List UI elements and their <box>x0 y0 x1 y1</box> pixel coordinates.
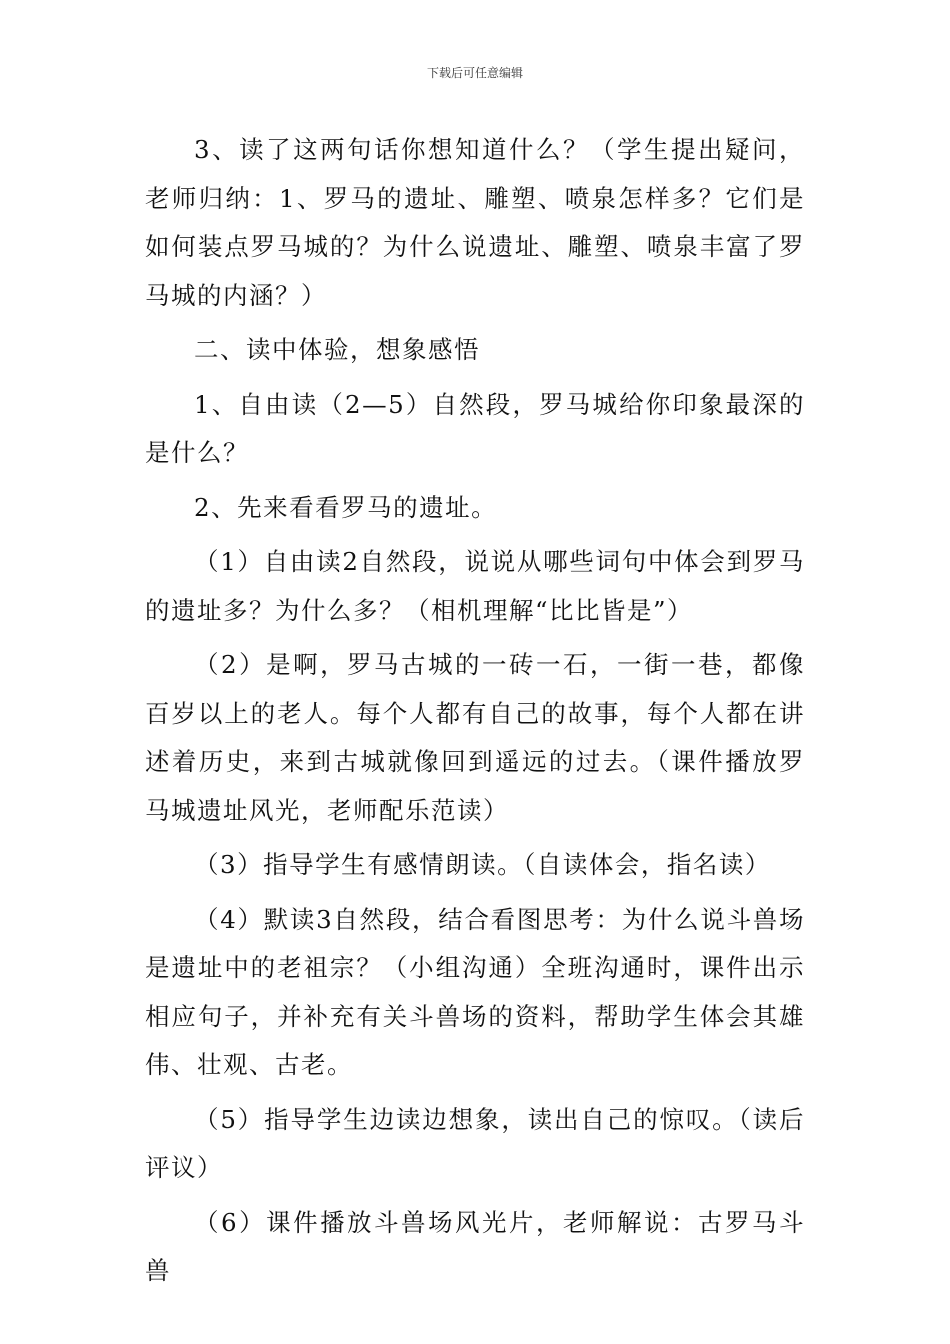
section-heading: 二、读中体验，想象感悟 <box>194 335 480 364</box>
paragraph-6: （2）是啊，罗马古城的一砖一石，一街一巷，都像百岁以上的老人。每个人都有自己的故事，每个人都在讲述着历史，来到古城就像回到遥远的过去。（课件播放罗马城遗址风光，老师配乐范读） <box>145 650 805 825</box>
paragraph-1: 3、读了这两句话你想知道什么？（学生提出疑问，老师归纳：1、罗马的遗址、雕塑、喷泉怎样多？它们是如何装点罗马城的？为什么说遗址、雕塑、喷泉丰富了罗马城的内涵？） <box>145 135 805 310</box>
page-header: 下载后可任意编辑 <box>426 66 523 80</box>
paragraph-5: （1）自由读2自然段，说说从哪些词句中体会到罗马的遗址多？为什么多？（相机理解“比比皆是”） <box>145 547 805 625</box>
paragraph-10: （6）课件播放斗兽场风光片，老师解说：古罗马斗兽 <box>145 1207 805 1285</box>
paragraph-4: 2、先来看看罗马的遗址。 <box>194 492 498 522</box>
paragraph-3: 1、自由读（2—5）自然段，罗马城给你印象最深的是什么？ <box>145 389 805 467</box>
paragraph-8: （4）默读3自然段，结合看图思考：为什么说斗兽场是遗址中的老祖宗？（小组沟通）全班沟通时，课件出示相应句子，并补充有关斗兽场的资料，帮助学生体会其雄伟、壮观、古老。 <box>145 904 805 1079</box>
paragraph-9: （5）指导学生边读边想象，读出自己的惊叹。（读后评议） <box>145 1104 805 1182</box>
paragraph-7: （3）指导学生有感情朗读。（自读体会，指名读） <box>194 850 771 879</box>
document-body <box>145 126 805 1302</box>
